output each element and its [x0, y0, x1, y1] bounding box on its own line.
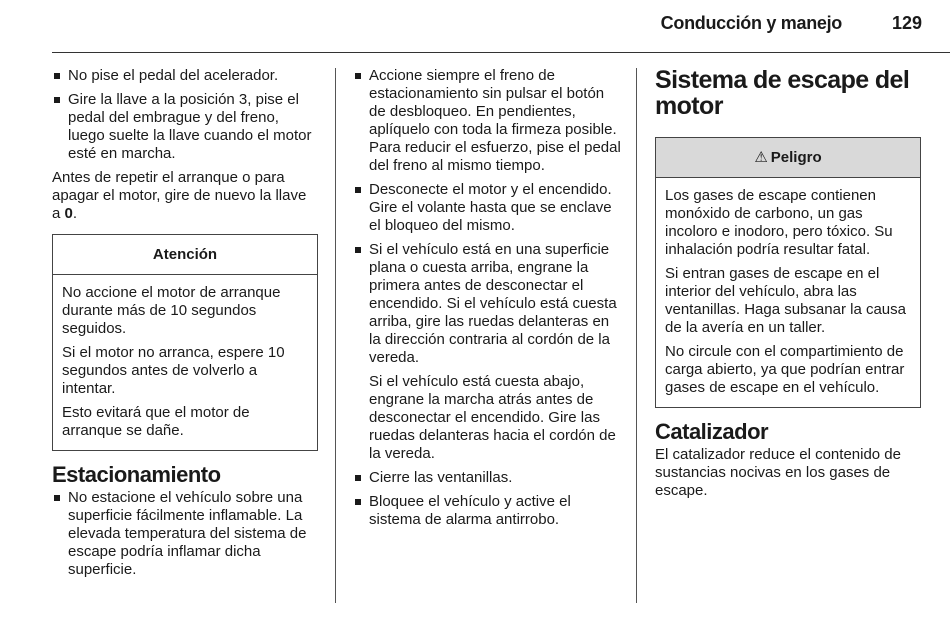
attention-box-body: [53, 275, 317, 450]
box-paragraph: No circule con el compartimiento de carga abierto, ya que podrían entrar gases de escape en el vehículo.: [665, 343, 905, 396]
box-paragraph: Los gases de escape contienen monóxido de carbono, un gas incoloro e inodoro, pero tóxico. Su inhalación podría resultar fatal.: [665, 187, 893, 258]
column-1: [52, 67, 318, 585]
list-item: Cierre las ventanillas.: [353, 469, 623, 487]
list-item-continuation: Si el vehículo está cuesta abajo, engrane la marcha atrás antes de desconectar el encendido. Gire las ruedas delanteras hacia el cordón de la vereda.: [369, 373, 616, 462]
key-position: 0: [64, 205, 73, 222]
parking-title: Estacionamiento: [52, 462, 221, 487]
box-paragraph: Si el motor no arranca, espere 10 segundos antes de volverlo a intentar.: [62, 344, 285, 397]
column-2: [353, 67, 623, 535]
column-3: [655, 67, 921, 506]
parking-steps: [353, 67, 623, 367]
list-item: No pise el pedal del acelerador.: [52, 67, 318, 85]
start-bullets: [52, 67, 318, 163]
page-header: [0, 0, 950, 52]
catalyst-title: Catalizador: [655, 419, 769, 444]
catalyst-text: El catalizador reduce el contenido de sustancias nocivas en los gases de escape.: [655, 446, 901, 499]
page-number: 129: [891, 13, 922, 33]
box-paragraph: No accione el motor de arranque durante más de 10 segundos seguidos.: [62, 284, 281, 337]
box-paragraph: Si entran gases de escape en el interior del vehículo, abra las ventanillas. Haga subsanar la causa de la avería en un taller.: [665, 265, 906, 336]
box-paragraph: Esto evitará que el motor de arranque se dañe.: [62, 404, 250, 439]
list-item: Si el vehículo está en una superficie plana o cuesta arriba, engrane la primera antes de desconectar el encendido. Si el vehículo está cuesta arriba, gire las ruedas delanteras en la dirección contraria al cordón de la vereda.: [353, 241, 623, 367]
restart-text: Antes de repetir el arranque o para apagar el motor, gire de nuevo la llave a: [52, 169, 307, 222]
exhaust-section-title: Sistema de escape del motor: [655, 66, 910, 120]
parking-bullets: [52, 489, 318, 579]
list-item: Gire la llave a la posición 3, pise el pedal del embrague y del freno, luego suelte la llave cuando el motor esté en marcha.: [52, 91, 318, 163]
list-item: No estacione el vehículo sobre una superficie fácilmente inflamable. La elevada temperatura del sistema de escape podría inflamar dicha superficie.: [52, 489, 318, 579]
parking-steps-bottom: [353, 469, 623, 529]
danger-box-header: [656, 138, 920, 178]
column-divider-2: [636, 68, 637, 603]
list-item: Bloquee el vehículo y active el sistema de alarma antirrobo.: [353, 493, 623, 529]
danger-box-title: Peligro: [770, 148, 822, 166]
header-rule: [52, 52, 950, 53]
list-item: Desconecte el motor y el encendido. Gire el volante hasta que se enclave el bloqueo del mismo.: [353, 181, 623, 235]
attention-box: [52, 234, 318, 451]
danger-box-body: [656, 178, 920, 407]
header-title: Conducción y manejo: [660, 13, 842, 33]
warning-triangle-icon: ⚠: [754, 148, 768, 166]
column-divider-1: [335, 68, 336, 603]
list-item: Accione siempre el freno de estacionamiento sin pulsar el botón de desbloqueo. En pendientes, aplíquelo con toda la firmeza posible. Para reducir el esfuerzo, pise el pedal del freno al mismo tiempo.: [353, 67, 623, 175]
restart-paragraph: Antes de repetir el arranque o para apagar el motor, gire de nuevo la llave a 0.: [52, 169, 307, 222]
danger-box: [655, 137, 921, 408]
attention-box-title: Atención: [53, 235, 317, 275]
